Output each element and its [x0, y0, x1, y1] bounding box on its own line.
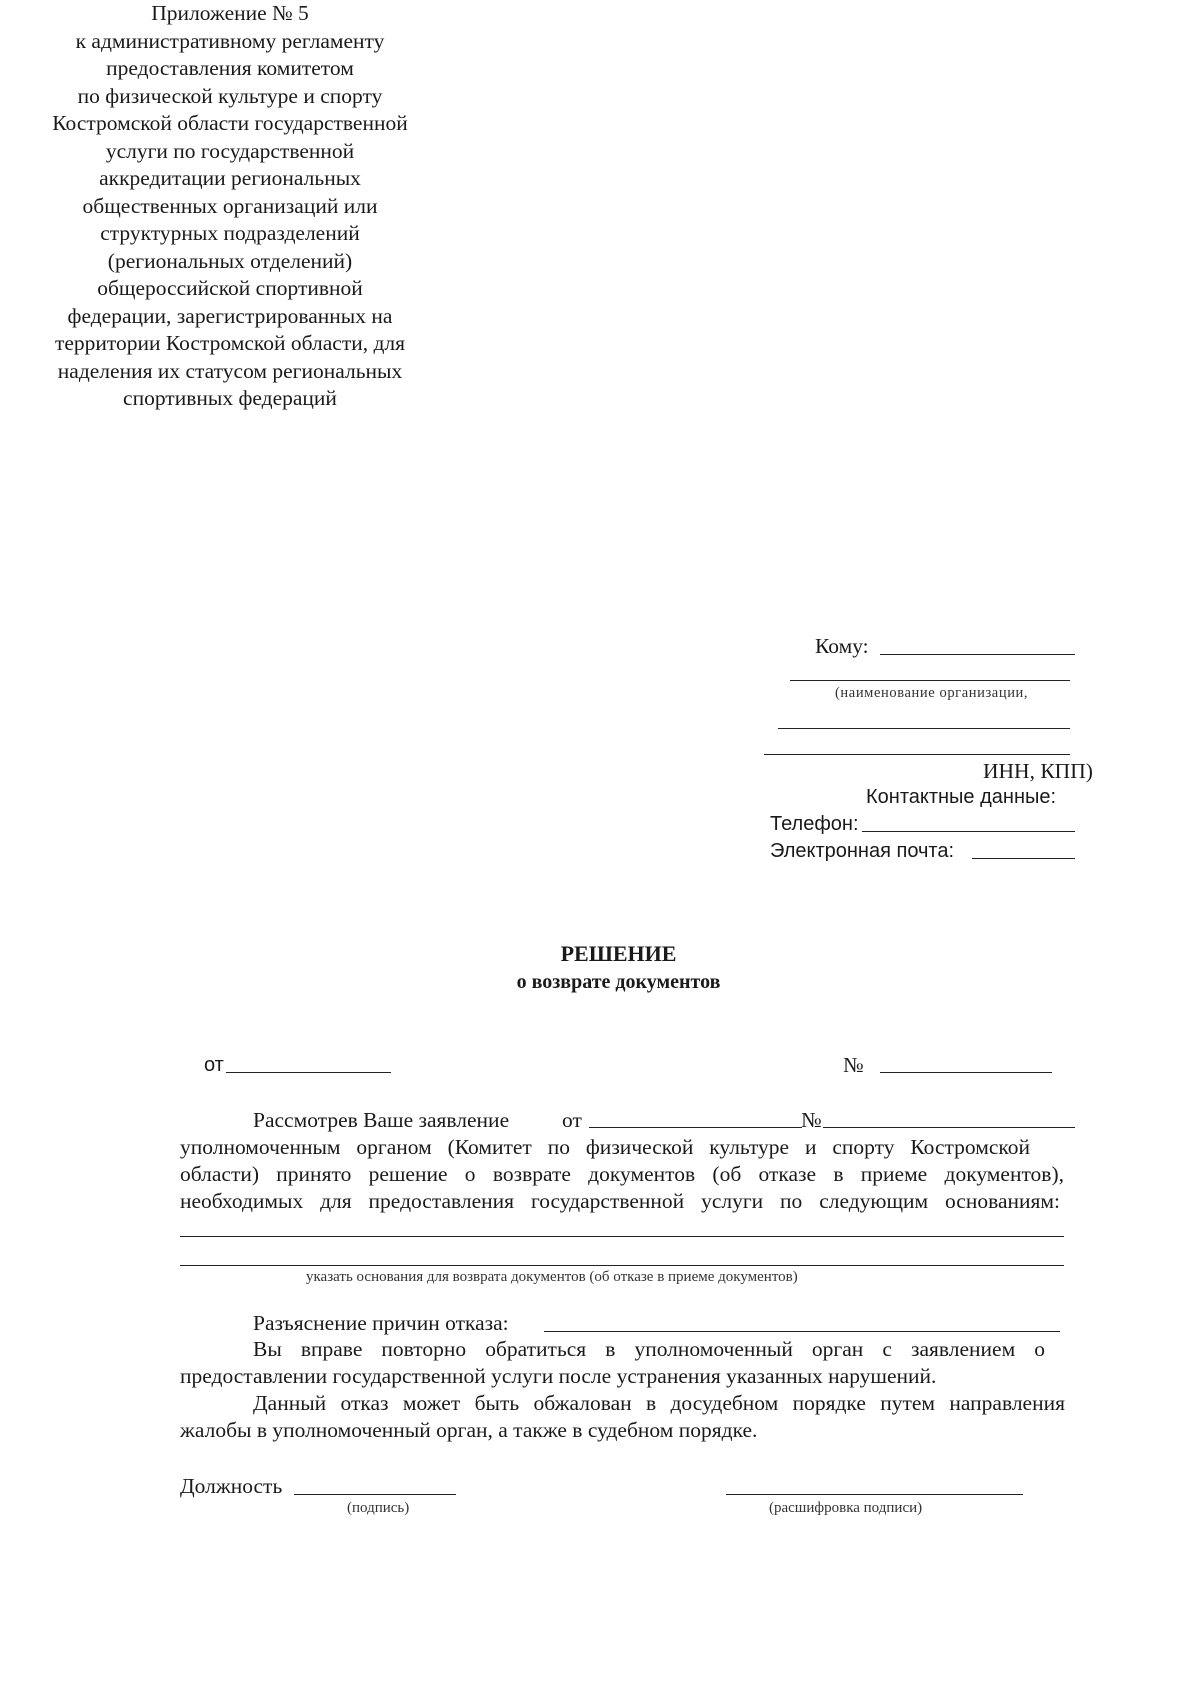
phone-field[interactable]: [862, 831, 1075, 832]
signature-decoding-field[interactable]: [726, 1494, 1023, 1495]
phone-label: Телефон:: [770, 813, 859, 835]
appendix-line: территории Костромской области, для: [54, 331, 406, 355]
appendix-line: структурных подразделений: [100, 221, 360, 245]
appeal-text-line-1: Данный отказ может быть обжалован в досудебном порядке путем направления: [253, 1391, 1065, 1415]
inn-kpp-caption: ИНН, КПП): [983, 759, 1093, 783]
signature-field[interactable]: [294, 1494, 456, 1495]
appendix-line: спортивных федераций: [123, 386, 337, 410]
appendix-header: [0, 0, 460, 413]
appendix-line: общероссийской спортивной: [97, 276, 363, 300]
number-field[interactable]: [880, 1072, 1052, 1073]
appendix-line: по физической культуре и спорту: [77, 83, 383, 108]
appendix-line: Костромской области государственной: [52, 111, 408, 135]
contacts-label: Контактные данные:: [866, 786, 1057, 808]
application-date-field[interactable]: [589, 1127, 802, 1128]
reapply-text-line-1: Вы вправе повторно обратиться в уполномоченный орган с заявлением о: [253, 1337, 1045, 1361]
appendix-line: предоставления комитетом: [106, 56, 354, 80]
position-label: Должность: [180, 1474, 283, 1498]
decision-text-line-3: области) принято решение о возврате документов (об отказе в приеме документов),: [180, 1162, 1064, 1186]
number-label: №: [843, 1053, 864, 1077]
to-label: Кому:: [815, 634, 869, 658]
appendix-line: аккредитации региональных: [99, 166, 361, 190]
email-field[interactable]: [972, 858, 1075, 859]
decision-text-line-2: уполномоченным органом (Комитет по физической культуре и спорту Костромской: [180, 1135, 1030, 1159]
appendix-line: к административному регламенту: [75, 28, 385, 53]
grounds-line-2[interactable]: [180, 1265, 1064, 1266]
org-name-line-2[interactable]: [778, 728, 1070, 729]
appeal-text-line-2: жалобы в уполномоченный орган, а также в судебном порядке.: [180, 1418, 758, 1442]
document-title: РЕШЕНИЕ: [560, 941, 677, 966]
application-number-label: №: [801, 1108, 822, 1132]
appendix-line: Приложение № 5: [151, 1, 309, 25]
appendix-line: (региональных отделений): [107, 248, 353, 273]
decision-text-line-4: необходимых для предоставления государственной услуги по следующим основаниям:: [180, 1189, 1060, 1213]
email-label: Электронная почта:: [770, 840, 955, 862]
explanation-field[interactable]: [544, 1331, 1060, 1332]
date-from-label: от: [204, 1054, 224, 1076]
to-field[interactable]: [880, 654, 1075, 655]
explanation-label: Разъяснение причин отказа:: [253, 1311, 509, 1335]
appendix-line: наделения их статусом региональных: [57, 358, 403, 383]
org-name-line-3[interactable]: [764, 754, 1070, 755]
grounds-caption: указать основания для возврата документов (об отказе в приеме документов): [306, 1269, 798, 1285]
reapply-text-line-2: предоставлении государственной услуги после устранения указанных нарушений.: [180, 1364, 937, 1388]
application-number-field[interactable]: [823, 1127, 1075, 1128]
appendix-line: общественных организаций или: [82, 193, 378, 218]
signature-decoding-caption: (расшифровка подписи): [769, 1500, 923, 1516]
appendix-line: услуги по государственной: [105, 138, 355, 163]
date-field[interactable]: [226, 1072, 391, 1073]
org-caption: (наименование организации,: [835, 685, 1029, 701]
org-name-line-1[interactable]: [790, 680, 1070, 681]
document-subtitle: о возврате документов: [516, 971, 721, 993]
signature-caption: (подпись): [347, 1500, 410, 1516]
application-from-label: от: [562, 1108, 582, 1132]
considered-label: Рассмотрев Ваше заявление: [253, 1108, 510, 1132]
grounds-line-1[interactable]: [180, 1236, 1064, 1237]
appendix-line: федерации, зарегистрированных на: [67, 303, 393, 328]
